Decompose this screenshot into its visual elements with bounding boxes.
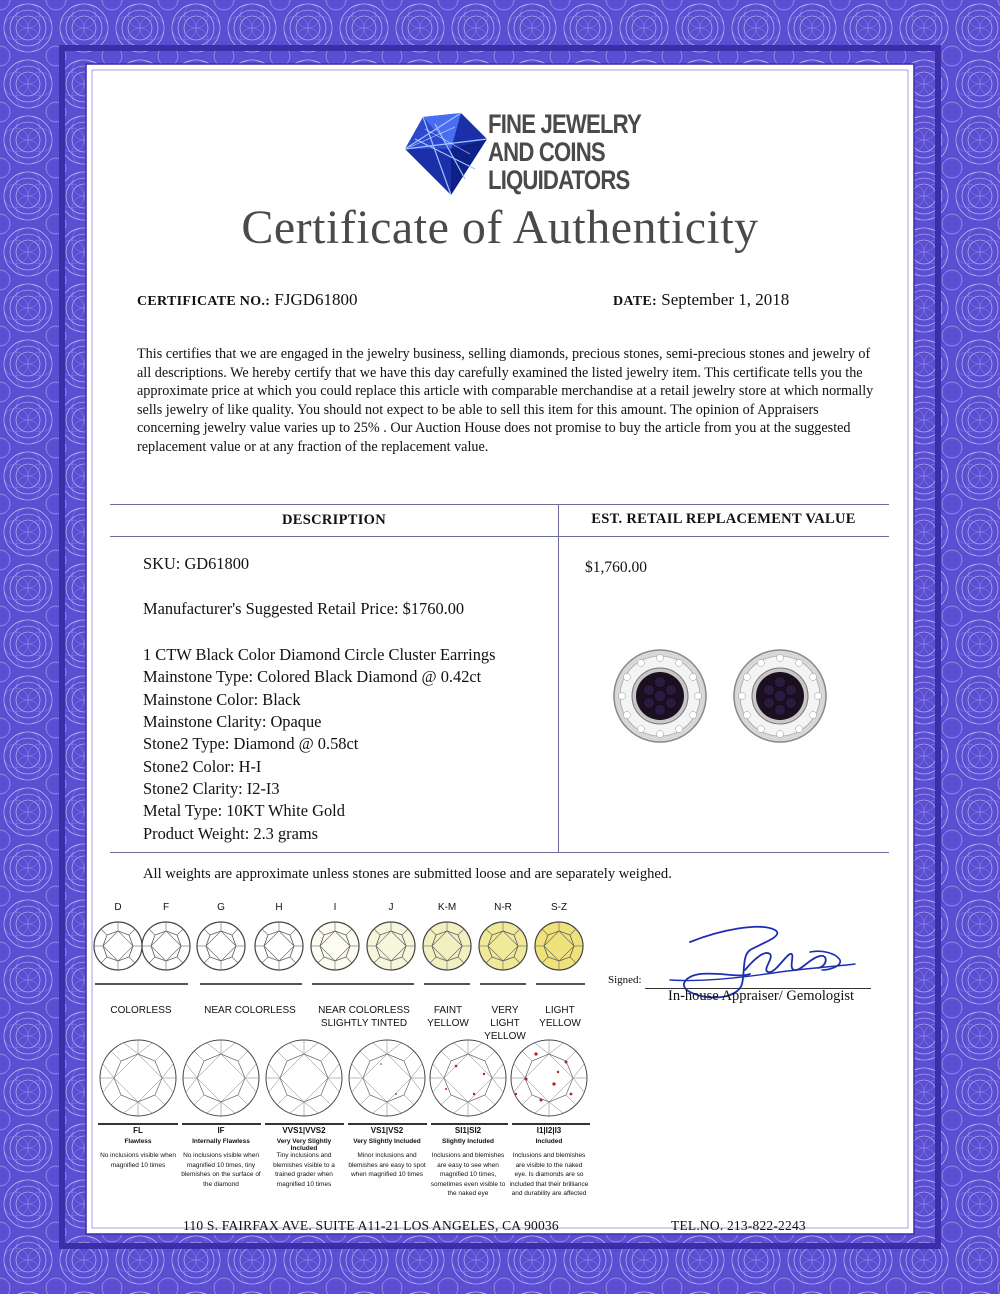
- brand-line-1: FINE JEWELRY: [488, 109, 641, 139]
- clarity-scale-diagrams: [96, 1034, 592, 1126]
- clarity-name: Slightly Included: [441, 1138, 494, 1145]
- color-grade-letter: F: [162, 902, 170, 913]
- clarity-description: No inclusions visible when magnified 10 times, tiny blemishes on the surface of the diamond: [181, 1152, 261, 1188]
- brand-name: [488, 110, 641, 194]
- color-grade-letter: N-R: [494, 902, 512, 913]
- table-header-rule: [110, 536, 889, 537]
- column-header-description: DESCRIPTION: [281, 512, 386, 528]
- clarity-description: Minor inclusions and blemishes are easy to spot when magnified 10 times: [348, 1152, 426, 1178]
- detail-line: Product Weight: 2.3 grams: [143, 824, 319, 843]
- clarity-description: No inclusions visible when magnified 10 times: [100, 1152, 176, 1169]
- table-divider: [558, 504, 559, 852]
- detail-line: Mainstone Type: Colored Black Diamond @ 0.42ct: [143, 667, 482, 686]
- certificate-number-value: FJGD61800: [274, 290, 358, 309]
- color-category: NEAR COLORLESS: [204, 1005, 296, 1016]
- certificate-number-label: CERTIFICATE NO.:: [137, 294, 271, 309]
- weights-note: All weights are approximate unless stones are submitted loose and are separately weighed.: [143, 866, 672, 882]
- color-grade-letter: G: [217, 902, 225, 913]
- certification-statement: This certifies that we are engaged in the jewelry business, selling diamonds, precious stones, semi-precious stones and jewelry of all descriptions. We hereby certify that we have this day carefully examined the listed jewelry item. This certificate tells you the approximate price at which you could replace this article with comparable merchandise at a retail jewelry store at which normally sells jewelry of like quality. You should not expect to be able to sell this item for this amount. The opinion of Appraisers concerning jewelry value varies up to 25% . Our Auction House does not promise to buy the article from you at the suggested replacement value or at any fraction of the replacement value.: [137, 346, 874, 455]
- color-scale-diamonds: [90, 918, 590, 1002]
- color-grade-letter: J: [388, 902, 394, 913]
- color-grade-letter: I: [333, 902, 337, 913]
- clarity-name: Internally Flawless: [192, 1138, 250, 1145]
- color-category: COLORLESS: [110, 1005, 172, 1016]
- column-header-value: EST. RETAIL REPLACEMENT VALUE: [591, 511, 856, 527]
- clarity-name: Very Slightly Included: [353, 1138, 421, 1145]
- clarity-code: IF: [217, 1126, 225, 1135]
- detail-line: Mainstone Clarity: Opaque: [143, 712, 322, 731]
- msrp: Manufacturer's Suggested Retail Price: $1760.00: [143, 599, 465, 618]
- signed-label: Signed:: [608, 974, 642, 986]
- detail-line: 1 CTW Black Color Diamond Circle Cluster Earrings: [143, 645, 496, 664]
- appraiser-title: In-house Appraiser/ Gemologist: [668, 988, 855, 1004]
- clarity-description: Inclusions and blemishes are easy to see when magnified 10 times, sometimes even visible to the naked eye: [430, 1152, 506, 1197]
- color-category: FAINT YELLOW: [427, 1005, 469, 1029]
- color-grade-letter: S-Z: [550, 902, 568, 913]
- page-title: Certificate of Authenticity: [241, 201, 759, 254]
- retail-value: $1,760.00: [585, 559, 647, 576]
- clarity-description: Tiny inclusions and blemishes visible to a trained grader when magnified 10 times: [273, 1152, 335, 1188]
- table-bottom-rule: [110, 852, 889, 853]
- detail-line: Stone2 Color: H-I: [143, 757, 262, 776]
- clarity-name: Very Very Slightly Included: [276, 1138, 332, 1152]
- table-top-rule: [110, 504, 889, 505]
- color-grade-letter: D: [114, 902, 122, 913]
- detail-line: Metal Type: 10KT White Gold: [143, 801, 345, 820]
- sku: SKU: GD61800: [143, 554, 250, 573]
- company-logo: [395, 108, 495, 200]
- brand-line-3: LIQUIDATORS: [488, 165, 630, 195]
- brand-line-2: AND COINS: [488, 137, 605, 167]
- clarity-code: FL: [133, 1126, 143, 1135]
- color-category: VERY LIGHT YELLOW: [484, 1005, 526, 1042]
- earrings-image: [610, 646, 830, 746]
- clarity-description: Inclusions and blemishes are visible to the naked eye. Is diamonds are so included that their brilliance and durability are affected: [509, 1152, 589, 1197]
- date-label: DATE:: [613, 294, 658, 309]
- clarity-code: SI1|SI2: [454, 1126, 482, 1135]
- clarity-code: I1|I2|I3: [536, 1126, 562, 1135]
- color-grade-letter: H: [275, 902, 283, 913]
- footer-phone: TEL.NO. 213-822-2243: [671, 1218, 806, 1233]
- color-category: LIGHT YELLOW: [539, 1005, 581, 1029]
- clarity-name: Included: [535, 1138, 563, 1145]
- color-category: NEAR COLORLESS SLIGHTLY TINTED: [318, 1005, 410, 1029]
- date-value: September 1, 2018: [661, 290, 790, 309]
- color-grade-letter: K-M: [437, 902, 457, 913]
- certificate-number: [137, 290, 358, 310]
- footer-address: 110 S. FAIRFAX AVE. SUITE A11-21 LOS ANGELES, CA 90036: [183, 1218, 559, 1233]
- detail-line: Stone2 Type: Diamond @ 0.58ct: [143, 734, 359, 753]
- clarity-name: Flawless: [124, 1138, 152, 1145]
- clarity-code: VVS1|VVS2: [282, 1126, 326, 1135]
- certificate-date: [613, 290, 789, 310]
- detail-line: Stone2 Clarity: I2-I3: [143, 779, 280, 798]
- clarity-code: VS1|VS2: [370, 1126, 404, 1135]
- detail-line: Mainstone Color: Black: [143, 690, 301, 709]
